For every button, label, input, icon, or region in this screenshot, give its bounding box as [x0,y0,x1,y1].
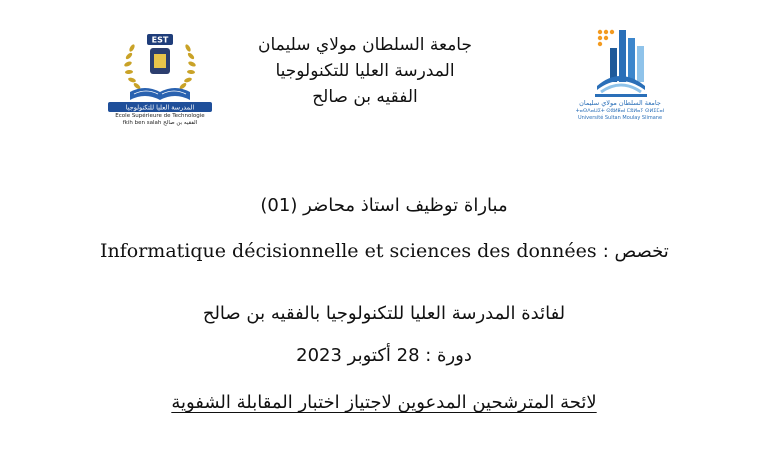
usms-caption-tifinagh: ⵜⴰⵙⴷⴰⵡⵉⵜ ⵙⵓⵍⵟⴰⵏ ⵎⵓⵍⴰⵢ ⵙⵍⵉⵎⴰⵏ [575,108,665,114]
beneficiary-line: لفائدة المدرسة العليا للتكنولوجيا بالفقيه بن صالح [202,303,566,324]
school-name: المدرسة العليا للتكنولوجيا [275,61,455,81]
est-caption-city: fkih ben salah الفقيه بن صالح [122,120,198,126]
est-ribbon-text: المدرسة العليا للتكنولوجيا [125,103,195,112]
city-name: الفقيه بن صالح [312,87,418,107]
specialty-value: Informatique décisionnelle et sciences des données [100,240,597,262]
university-name: جامعة السلطان مولاي سليمان [257,35,472,55]
est-badge-text: EST [151,35,169,45]
specialty-label: تخصص : [602,241,669,262]
candidates-list-heading: لائحة المترشحين المدعوين لاجتياز اختبار المقابلة الشفوية [171,392,597,413]
usms-caption-ar: جامعة السلطان مولاي سليمان [579,99,661,107]
specialty-line [100,240,668,262]
usms-caption-fr: Université Sultan Moulay Slimane [577,115,663,121]
session-date: دورة : 28 أكتوبر 2023 [296,345,472,366]
competition-title: مباراة توظيف استاذ محاضر (01) [260,195,508,216]
est-caption-fr: Ecole Supérieure de Technologie [115,113,205,119]
